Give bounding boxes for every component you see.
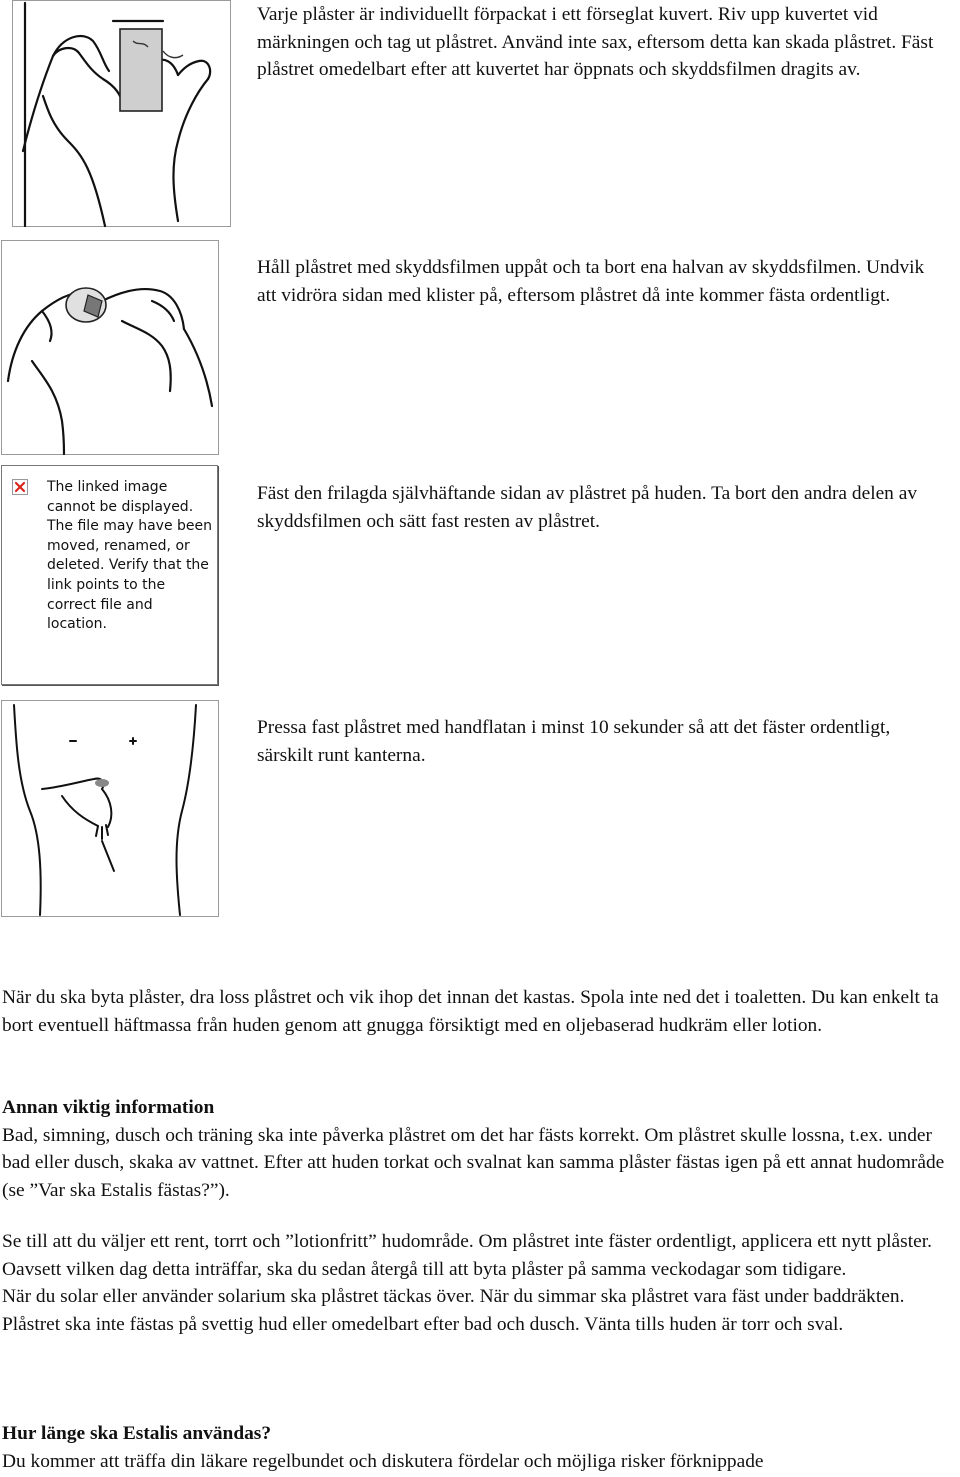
step-2-paragraph: Håll plåstret med skyddsfilmen uppåt och ta bort ena halvan av skyddsfilmen. Undvik att vidröra sidan med klister på, eftersom plåstret då inte kommer fästa ordentligt. xyxy=(257,257,925,306)
other-info-section xyxy=(2,1094,958,1204)
disposal-paragraph: När du ska byta plåster, dra loss plåstret och vik ihop det innan det kastas. Spola inte ned det i toaletten. Du kan enkelt ta bort eventuell häftmassa från huden genom att gnugga försiktigt med en oljebaserad hudkräm eller lotion. xyxy=(2,987,939,1036)
step-1-text xyxy=(257,1,947,84)
disposal-section xyxy=(2,984,958,1039)
illustration-press-patch xyxy=(1,700,219,917)
broken-image-message: The linked image cannot be displayed. The file may have been moved, renamed, or deleted. Verify that the link points to the correct file and location. xyxy=(47,479,212,633)
hands-peeling-patch-drawing xyxy=(2,241,220,456)
step-1-paragraph: Varje plåster är individuellt förpackat i ett förseglat kuvert. Riv upp kuvertet vid märkningen och tag ut plåstret. Använd inte sax, eftersom detta kan skada plåstret. Fäst plåstret omedelbart efter att kuvertet har öppnats och skyddsfilmen dragits av. xyxy=(257,4,934,80)
step-4-paragraph: Pressa fast plåstret med handflatan i minst 10 sekunder så att det fäster ordentligt, särskilt runt kanterna. xyxy=(257,717,891,766)
step-3-text xyxy=(257,480,947,535)
illustration-peel-liner xyxy=(1,240,219,455)
hands-tearing-envelope-drawing xyxy=(13,1,232,228)
body-hand-pressing-drawing xyxy=(2,701,220,918)
other-info-paragraph-3: När du solar eller använder solarium ska plåstret täckas över. När du simmar ska plåstret vara fäst under baddräkten. Plåstret ska inte fästas på svettig hud eller omedelbart efter bad och dusch. Vänta tills huden är torr och sval. xyxy=(2,1286,905,1335)
other-info-heading: Annan viktig information xyxy=(2,1097,215,1118)
broken-image-placeholder xyxy=(1,465,218,685)
broken-image-icon xyxy=(12,479,28,495)
duration-heading: Hur länge ska Estalis användas? xyxy=(2,1423,272,1444)
skin-area-section xyxy=(2,1228,958,1338)
other-info-paragraph-2: Se till att du väljer ett rent, torrt och ”lotionfritt” hudområde. Om plåstret inte fäster ordentligt, applicera ett nytt plåster. Oavsett vilken dag detta inträffar, ska du sedan återgå till att byta plåster på samma veckodagar som tidigare. xyxy=(2,1231,932,1280)
step-4-text xyxy=(257,714,947,769)
duration-paragraph-1: Du kommer att träffa din läkare regelbundet och diskutera fördelar och möjliga risker förknippade xyxy=(2,1450,764,1472)
step-2-text xyxy=(257,254,947,309)
other-info-paragraph-1: Bad, simning, dusch och träning ska inte påverka plåstret om det har fästs korrekt. Om plåstret skulle lossna, t.ex. under bad eller dusch, skaka av vattnet. Efter att huden torkat och svalnat kan samma plåster fästas igen på ett annat hudområde (se ”Var ska Estalis fästas?”). xyxy=(2,1124,945,1201)
illustration-open-envelope xyxy=(12,0,231,227)
step-3-paragraph: Fäst den frilagda självhäftande sidan av plåstret på huden. Ta bort den andra delen av skyddsfilmen och sätt fast resten av plåstret. xyxy=(257,483,918,532)
applied-patch xyxy=(95,779,109,787)
duration-section xyxy=(2,1420,958,1475)
patch-envelope xyxy=(120,29,162,111)
